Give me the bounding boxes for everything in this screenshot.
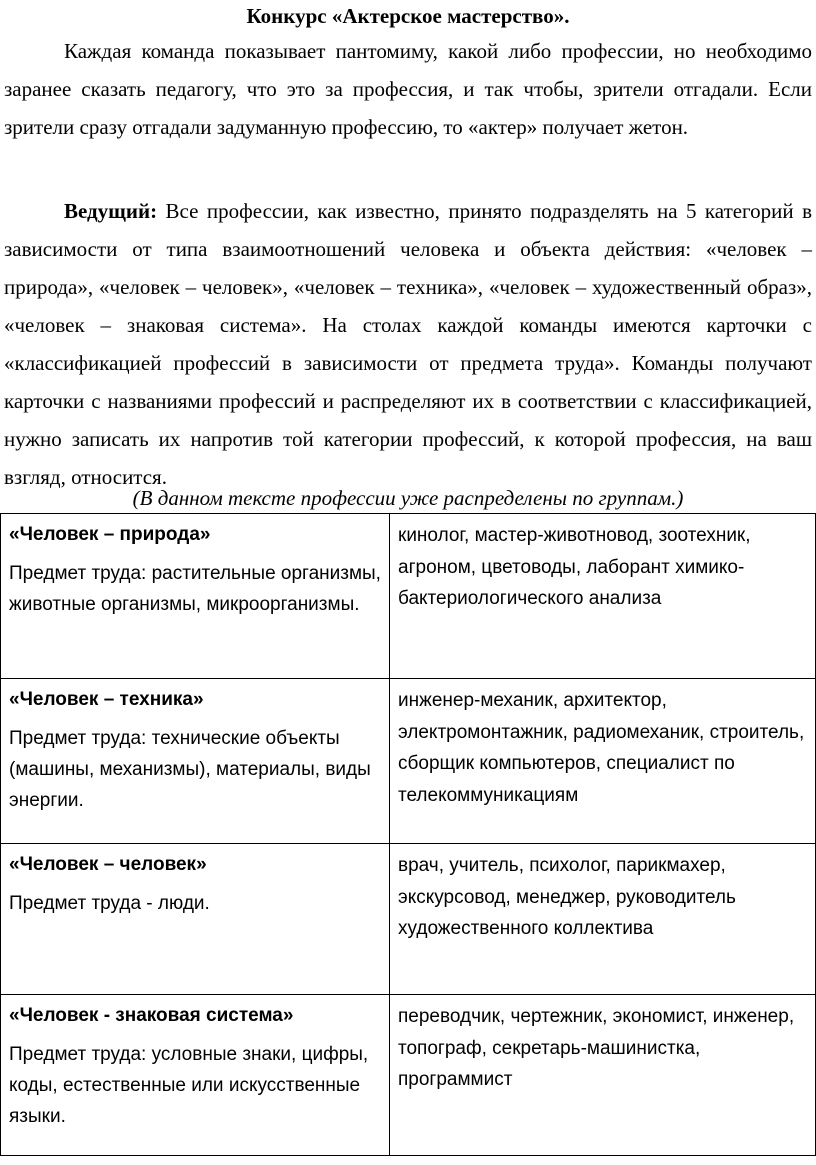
professions-cell: врач, учитель, психолог, парикмахер, экскурсовод, менеджер, руководитель художественного коллектива xyxy=(390,844,816,995)
note-text: (В данном тексте профессии уже распределены по группам.) xyxy=(132,486,684,510)
category-subject: Предмет труда: условные знаки, цифры, коды, естественные или искусственные языки. xyxy=(9,1044,369,1127)
host-paragraph xyxy=(4,192,812,496)
category-cell xyxy=(1,514,390,679)
professions-cell: инженер-механик, архитектор, электромонтажник, радиомеханик, строитель, сборщик компьютеров, специалист по телекоммуникациям xyxy=(390,679,816,844)
professions-table xyxy=(0,513,816,1156)
host-label: Ведущий: xyxy=(64,199,158,223)
category-cell xyxy=(1,844,390,995)
category-cell xyxy=(1,679,390,844)
category-subject: Предмет труда - люди. xyxy=(9,893,210,914)
table-row xyxy=(1,844,816,995)
category-name: «Человек - знаковая система» xyxy=(9,1005,294,1026)
category-cell xyxy=(1,995,390,1156)
intro-paragraph: Каждая команда показывает пантомиму, какой либо профессии, но необходимо заранее сказать педагогу, что это за профессия, и так чтобы, зрители отгадали. Если зрители сразу отгадали задуманную профессию, то «актер» получает жетон. xyxy=(4,39,812,139)
category-name: «Человек – техника» xyxy=(9,689,204,710)
professions-cell: переводчик, чертежник, экономист, инженер, топограф, секретарь-машинистка, программист xyxy=(390,995,816,1156)
table-row xyxy=(1,679,816,844)
table-row xyxy=(1,514,816,679)
category-name: «Человек – человек» xyxy=(9,854,207,875)
category-subject: Предмет труда: растительные организмы, животные организмы, микроорганизмы. xyxy=(9,563,381,615)
category-subject: Предмет труда: технические объекты (машины, механизмы), материалы, виды энергии. xyxy=(9,728,371,811)
professions-cell: кинолог, мастер-животновод, зоотехник, агроном, цветоводы, лаборант химико-бактериологического анализа xyxy=(390,514,816,679)
category-name: «Человек – природа» xyxy=(9,524,211,545)
host-text: Все профессии, как известно, принято подразделять на 5 категорий в зависимости от типа взаимоотношений человека и объекта действия: «человек – природа», «человек – человек», «человек – техника», «человек – художественный образ», «человек – знаковая система». На столах каждой команды имеются карточки с «классификацией профессий в зависимости от предмета труда». Команды получают карточки с названиями профессий и распределяют их в соответствии с классификацией, нужно записать их напротив той категории профессий, к которой профессия, на ваш взгляд, относится. xyxy=(4,199,812,489)
page-title: Конкурс «Актерское мастерство». xyxy=(246,4,570,28)
table-row xyxy=(1,995,816,1156)
